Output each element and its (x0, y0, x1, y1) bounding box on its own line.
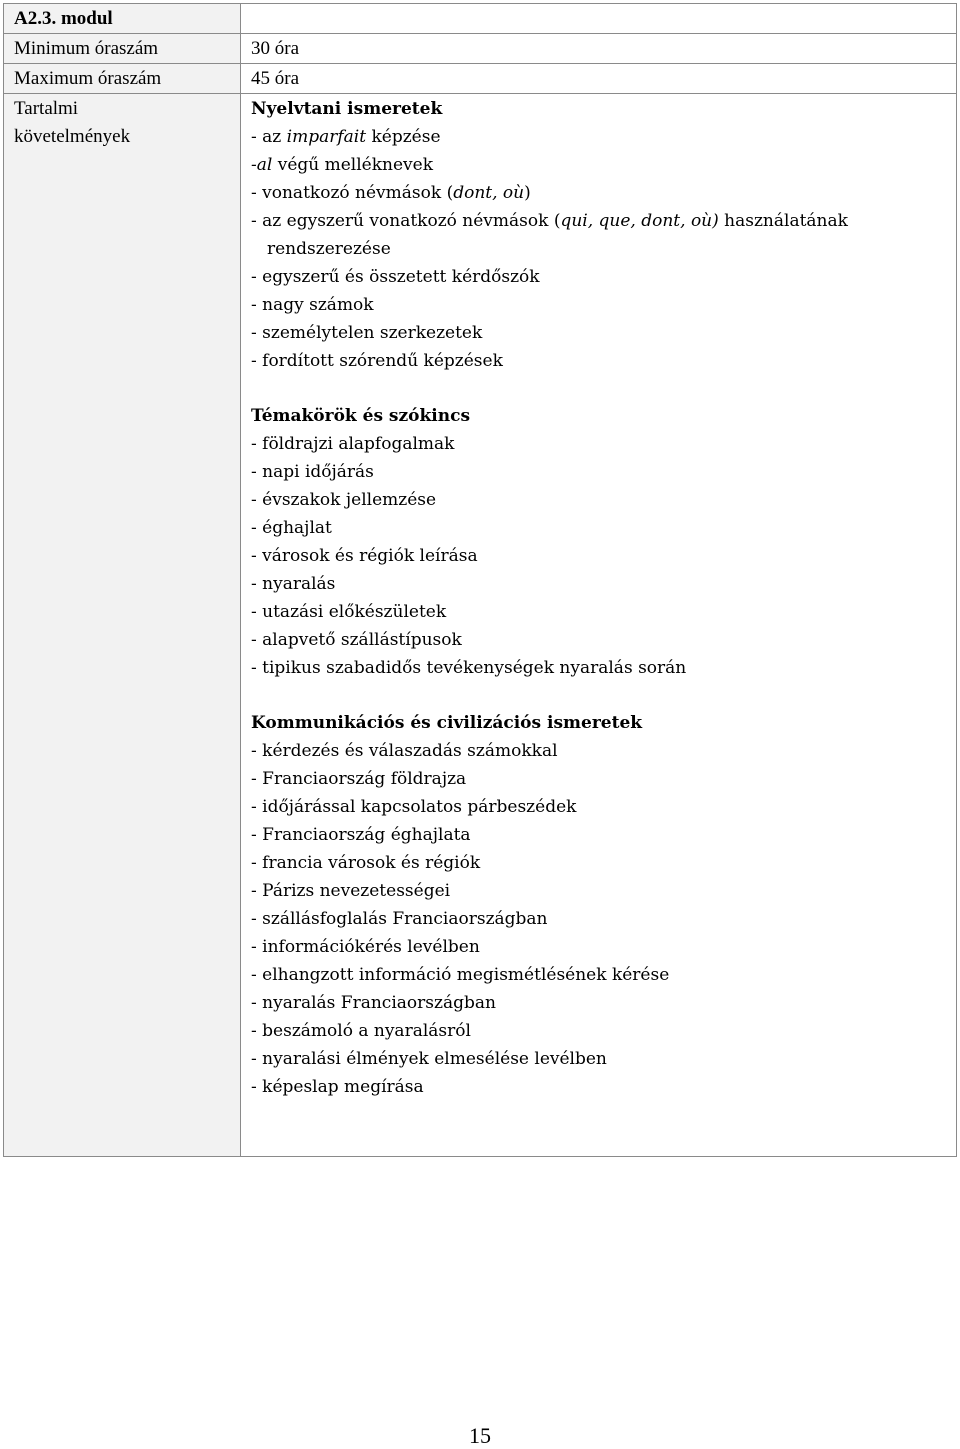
communication-item: - Franciaország éghajlata (251, 825, 471, 845)
grammar-item-text: - az (251, 127, 287, 147)
grammar-item (251, 207, 956, 235)
topics-item: - nyaralás (251, 574, 336, 594)
max-hours-row (4, 64, 957, 94)
max-hours-label: Maximum óraszám (14, 68, 162, 89)
grammar-item (251, 151, 956, 179)
min-hours-label: Minimum óraszám (14, 38, 159, 59)
grammar-item: - személytelen szerkezetek (251, 323, 483, 343)
grammar-item: - fordított szórendű képzések (251, 351, 503, 371)
min-hours-label-cell (4, 34, 241, 64)
module-title: A2.3. modul (14, 8, 113, 29)
grammar-item: - egyszerű és összetett kérdőszók (251, 267, 540, 287)
communication-item: - szállásfoglalás Franciaországban (251, 909, 548, 929)
grammar-item: - nagy számok (251, 295, 374, 315)
communication-item: - Franciaország földrajza (251, 769, 467, 789)
communication-heading: Kommunikációs és civilizációs ismeretek (251, 713, 643, 733)
communication-item: - Párizs nevezetességei (251, 881, 451, 901)
topics-item: - földrajzi alapfogalmak (251, 434, 455, 454)
communication-item: - beszámoló a nyaralásról (251, 1021, 471, 1041)
topics-item: - évszakok jellemzése (251, 490, 437, 510)
module-title-row (4, 4, 957, 34)
grammar-item-italic: qui, que, dont, où) (560, 211, 719, 231)
grammar-item-continuation: rendszerezése (267, 239, 391, 259)
content-body (241, 94, 956, 1101)
communication-item: - elhangzott információ megismétlésének kérése (251, 965, 670, 985)
topics-item: - utazási előkészületek (251, 602, 447, 622)
grammar-item (251, 123, 956, 151)
min-hours-value-cell (241, 34, 957, 64)
module-table (3, 3, 957, 1157)
grammar-item-text: képzése (366, 127, 441, 147)
topics-item: - éghajlat (251, 518, 332, 538)
grammar-item-italic: -al (251, 155, 273, 175)
page-number: 15 (469, 1423, 491, 1448)
content-label-line1: Tartalmi (14, 98, 79, 119)
content-requirements-cell (241, 94, 957, 1157)
grammar-item-italic: imparfait (286, 127, 367, 147)
module-title-cell (4, 4, 241, 34)
topics-item: - alapvető szállástípusok (251, 630, 462, 650)
module-title-empty-cell (241, 4, 957, 34)
communication-item: - nyaralási élmények elmesélése levélben (251, 1049, 607, 1069)
section-spacer (251, 682, 956, 709)
communication-item: - nyaralás Franciaországban (251, 993, 496, 1013)
grammar-item-text: ) (524, 183, 531, 203)
grammar-item (251, 179, 956, 207)
grammar-item-text: használatának (718, 211, 848, 231)
grammar-item-text: - vonatkozó névmások ( (251, 183, 454, 203)
topics-item: - városok és régiók leírása (251, 546, 478, 566)
grammar-heading: Nyelvtani ismeretek (251, 99, 443, 119)
max-hours-value-cell (241, 64, 957, 94)
min-hours-value: 30 óra (251, 38, 300, 59)
communication-item: - információkérés levélben (251, 937, 480, 957)
max-hours-label-cell (4, 64, 241, 94)
topics-item: - napi időjárás (251, 462, 374, 482)
communication-item: - időjárással kapcsolatos párbeszédek (251, 797, 577, 817)
communication-item: - képeslap megírása (251, 1077, 424, 1097)
communication-item: - kérdezés és válaszadás számokkal (251, 741, 558, 761)
content-label-line2: követelmények (14, 126, 131, 147)
min-hours-row (4, 34, 957, 64)
max-hours-value: 45 óra (251, 68, 300, 89)
grammar-item-text: végű melléknevek (272, 155, 434, 175)
topics-item: - tipikus szabadidős tevékenységek nyaralás során (251, 658, 687, 678)
grammar-item-text: - az egyszerű vonatkozó névmások ( (251, 211, 561, 231)
communication-item: - francia városok és régiók (251, 853, 481, 873)
topics-heading: Témakörök és szókincs (251, 406, 471, 426)
grammar-item-italic: dont, où (453, 183, 525, 203)
content-requirements-row (4, 94, 957, 1157)
content-requirements-label-cell (4, 94, 241, 1157)
section-spacer (251, 375, 956, 402)
